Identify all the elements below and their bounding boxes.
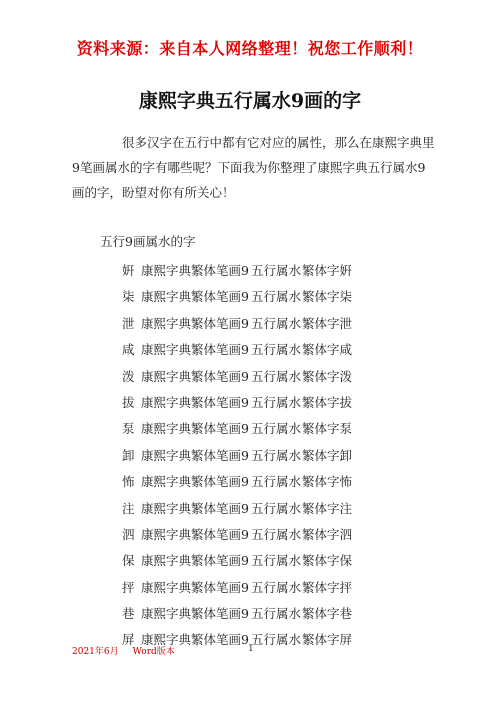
source-banner: 资料来源：来自本人网络整理！祝您工作顺利！ (76, 39, 424, 58)
list-item (122, 390, 452, 416)
intro-line-2: 9笔画属水的字有哪些呢？下面我为你整理了康熙字典五行属水9 (72, 160, 426, 175)
entry-dict: 康熙字典繁体笔画9 (141, 342, 249, 358)
intro-line-3: 画的字，盼望对你有所关心！ (72, 185, 235, 200)
entry-trad: 繁体字柒 (302, 289, 353, 305)
entry-dict: 康熙字典繁体笔画9 (141, 606, 249, 622)
list-item (122, 284, 452, 310)
entry-dict: 康熙字典繁体笔画9 (141, 632, 249, 648)
entry-trad: 繁体字屏 (302, 632, 353, 648)
section-heading: 五行9画属水的字 (100, 234, 196, 249)
entry-dict: 康熙字典繁体笔画9 (141, 421, 249, 437)
list-item (122, 337, 452, 363)
entry-char: 泼 (122, 368, 135, 384)
entry-char: 泗 (122, 526, 135, 542)
entry-element: 五行属水 (251, 500, 302, 516)
entry-char: 泄 (122, 315, 135, 331)
page-number: 1 (248, 644, 254, 654)
entry-trad: 繁体字泼 (302, 368, 353, 384)
entry-element: 五行属水 (251, 447, 302, 463)
list-item (122, 258, 452, 284)
entry-element: 五行属水 (251, 289, 302, 305)
entry-element: 五行属水 (251, 606, 302, 622)
entry-char: 姸 (122, 263, 135, 278)
entry-element: 五行属水 (251, 263, 302, 278)
intro-line-1: 很多汉字在五行中都有它对应的属性，那么在康熙字典里 (122, 135, 435, 150)
entry-dict: 康熙字典繁体笔画9 (141, 447, 249, 463)
entry-dict: 康熙字典繁体笔画9 (141, 579, 249, 595)
entry-dict: 康熙字典繁体笔画9 (141, 289, 249, 305)
entry-dict: 康熙字典繁体笔画9 (141, 553, 249, 569)
list-item (122, 496, 452, 522)
entry-char: 泵 (122, 421, 135, 437)
list-item (122, 522, 452, 548)
list-item (122, 601, 452, 627)
entry-trad: 繁体字泗 (302, 526, 353, 542)
entry-element: 五行属水 (251, 526, 302, 542)
entry-dict: 康熙字典繁体笔画9 (141, 263, 249, 278)
entry-trad: 繁体字巷 (302, 606, 353, 622)
list-item (122, 575, 452, 601)
entry-element: 五行属水 (251, 315, 302, 331)
entry-dict: 康熙字典繁体笔画9 (141, 526, 249, 542)
entry-trad: 繁体字卸 (302, 447, 353, 463)
entry-element: 五行属水 (251, 342, 302, 358)
entry-char: 拔 (122, 394, 135, 410)
footer-meta (72, 644, 175, 657)
entry-trad: 繁体字注 (302, 500, 353, 516)
entry-char: 保 (122, 553, 135, 569)
list-item (122, 364, 452, 390)
entry-trad: 繁体字泄 (302, 315, 353, 331)
entry-char: 柒 (122, 289, 135, 305)
entry-element: 五行属水 (251, 553, 302, 569)
footer-version: Word版本 (132, 647, 175, 657)
list-item (122, 548, 452, 574)
intro-paragraph (72, 130, 436, 205)
entry-element: 五行属水 (251, 474, 302, 490)
entry-element: 五行属水 (251, 421, 302, 437)
entry-element: 五行属水 (251, 579, 302, 595)
entry-dict: 康熙字典繁体笔画9 (141, 500, 249, 516)
entry-dict: 康熙字典繁体笔画9 (141, 394, 249, 410)
list-item (122, 311, 452, 337)
entry-trad: 繁体字保 (302, 553, 353, 569)
entry-trad: 繁体字泵 (302, 421, 353, 437)
page-footer (72, 644, 436, 658)
entry-element: 五行属水 (251, 368, 302, 384)
entry-dict: 康熙字典繁体笔画9 (141, 474, 249, 490)
entry-element: 五行属水 (251, 394, 302, 410)
entry-dict: 康熙字典繁体笔画9 (141, 315, 249, 331)
list-item (122, 469, 452, 495)
entry-char: 抨 (122, 579, 135, 595)
entry-trad: 繁体字姸 (302, 263, 353, 278)
entry-trad: 繁体字咸 (302, 342, 353, 358)
entry-char: 巷 (122, 606, 135, 622)
entry-trad: 繁体字拔 (302, 394, 353, 410)
entry-char: 屏 (122, 632, 135, 648)
entry-element: 五行属水 (251, 632, 302, 648)
entry-char: 卸 (122, 447, 135, 463)
entry-trad: 繁体字抨 (302, 579, 353, 595)
entry-char: 咸 (122, 342, 135, 358)
footer-date: 2021年6月 (72, 647, 119, 657)
entry-char: 注 (122, 500, 135, 516)
entry-dict: 康熙字典繁体笔画9 (141, 368, 249, 384)
list-item (122, 416, 452, 442)
list-item (122, 443, 452, 469)
character-list (122, 258, 452, 654)
document-title: 康熙字典五行属水9画的字 (138, 90, 362, 112)
entry-char: 怖 (122, 474, 135, 490)
entry-trad: 繁体字怖 (302, 474, 353, 490)
